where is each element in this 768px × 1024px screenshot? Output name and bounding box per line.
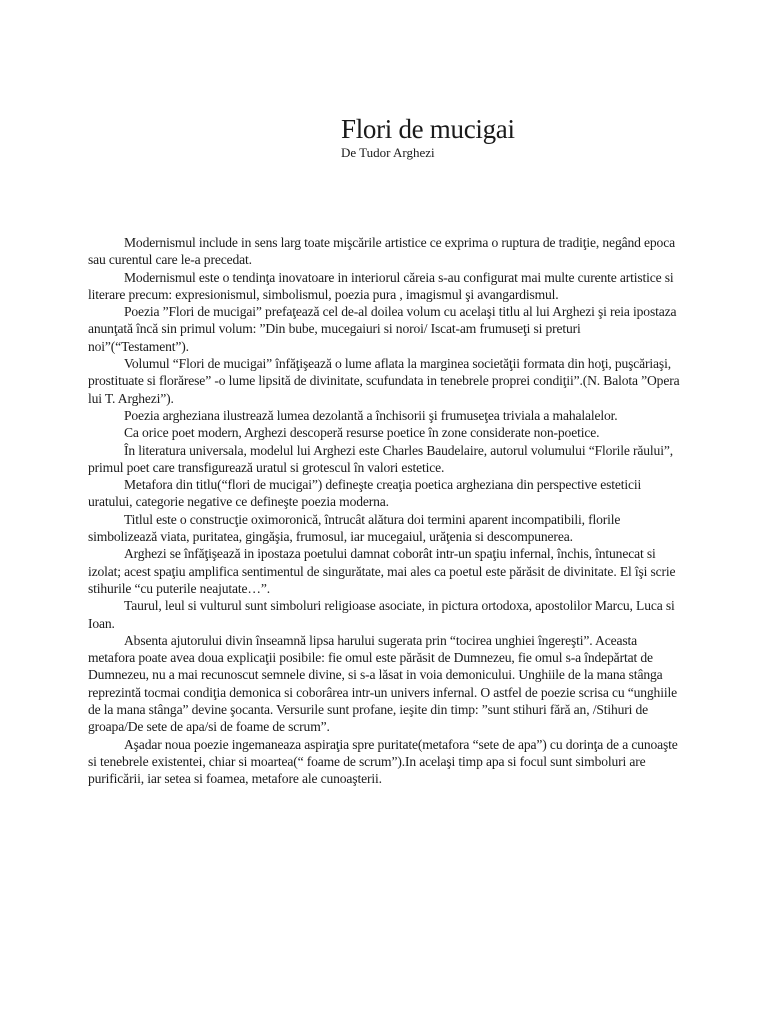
paragraph: În literatura universala, modelul lui Arghezi este Charles Baudelaire, autorul volumului “Florile răului”, primul poet care transfigurează uratul si grotescul în valori estetice.: [88, 442, 673, 475]
paragraph: Modernismul este o tendinţa inovatoare in interiorul căreia s-au configurat mai multe curente artistice si literare precum: expresionismul, simbolismul, poezia pura , imagismul şi avangardismul.: [88, 269, 674, 302]
paragraph: Poezia argheziana ilustrează lumea dezolantă a închisorii şi frumuseţea triviala a mahalalelor.: [124, 407, 618, 423]
paragraph: Absenta ajutorului divin înseamnă lipsa harului sugerata prin “tocirea unghiei îngereşti”. Aceasta metafora poate avea doua explicaţii posibile: fie omul este părăsit de Dumnezeu, fie omul s-a îndepărtat de Dumnezeu, nu a mai recunoscut semnele divine, si s-a lăsat in voia demonicului. Unghiile de la mana stânga reprezintă tocmai condiţia demonica si coborârea intr-un univers infernal. O astfel de poezie scrisa cu “unghiile de la mana stânga” devine şocanta. Versurile sunt profane, ieşite din timp: ”sunt stihuri fără an, /Stihuri de groapa/De sete de apa/si de foame de scrum”.: [88, 632, 677, 735]
paragraph: Metafora din titlu(“flori de mucigai”) defineşte creaţia poetica argheziana din perspective esteticii uratului, categorie negative ce defineşte poezia moderna.: [88, 477, 642, 510]
paragraph: Modernismul include in sens larg toate mişcările artistice ce exprima o ruptura de tradiţie, negând epoca sau curentul care le-a precedat.: [88, 235, 675, 268]
paragraph: Ca orice poet modern, Arghezi descoperă resurse poetice în zone considerate non-poetice.: [124, 425, 600, 441]
paragraph: Arghezi se înfăţişează in ipostaza poetului damnat coborât intr-un spaţiu infernal, închis, întunecat si izolat; acest spaţiu amplifica sentimentul de singurătate, mai ales ca poetul este părăsit de divinitate. El îşi scrie stihurile “cu puterile neajutate…”.: [88, 546, 676, 596]
document-author: De Tudor Arghezi: [341, 145, 435, 160]
document-title: Flori de mucigai: [341, 114, 515, 144]
document-body: [88, 234, 684, 788]
paragraph: Aşadar noua poezie ingemaneaza aspiraţia spre puritate(metafora “sete de apa”) cu dorinţa de a cunoaşte si tenebrele existentei, chiar si moartea(“ foame de scrum”).In acelaşi timp apa si focul sunt simboluri are purificării, iar setea si foamea, metafore ale cunoaşterii.: [88, 736, 678, 787]
paragraph: Taurul, leul si vulturul sunt simboluri religioase asociate, in pictura ortodoxa, apostolilor Marcu, Luca si Ioan.: [88, 598, 675, 631]
paragraph: Volumul “Flori de mucigai” înfăţişează o lume aflata la marginea societăţii formata din hoţi, puşcăriaşi, prostituate si florărese” -o lume lipsită de divinitate, scufundata in tenebrele proprei condiţii”.(N. Balota ”Opera lui T. Arghezi”).: [88, 356, 680, 406]
paragraph: Poezia ”Flori de mucigai” prefaţează cel de-al doilea volum cu acelaşi titlu al lui Arghezi şi reia ipostaza anunţată încă sin primul volum: ”Din bube, mucegaiuri si noroi/ Iscat-am frumuseţi si preturi noi”(“Testament”).: [88, 304, 677, 354]
paragraph: Titlul este o construcţie oximoronică, întrucât alătura doi termini aparent incompatibili, florile simbolizează viata, puritatea, gingăşia, frumosul, iar mucegaiul, urăţenia si descompunerea.: [88, 511, 621, 545]
